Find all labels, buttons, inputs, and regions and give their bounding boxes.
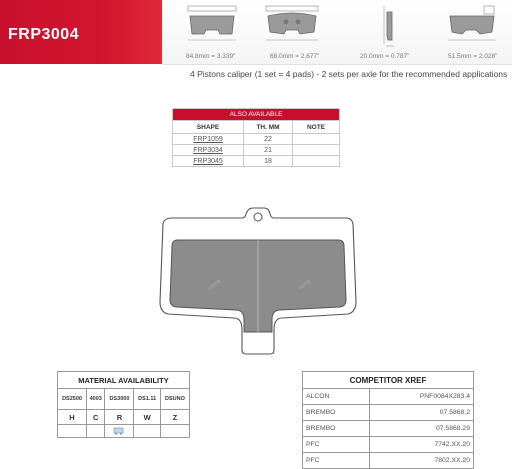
competitor-brand: PFC <box>303 437 370 453</box>
dimension-1: 84.8mm = 3.339" <box>186 53 236 60</box>
part-number: FRP3004 <box>8 26 80 43</box>
table-row <box>303 421 474 437</box>
competitor-xref-title: COMPETITOR XREF <box>303 372 474 389</box>
note-value <box>293 156 340 167</box>
thickness-value: 22 <box>244 134 293 145</box>
pad-side-view-icon <box>378 4 402 48</box>
competitor-ref: PNF0084X283.4 <box>369 389 473 405</box>
table-row <box>303 389 474 405</box>
dimension-3: 20.0mm = 0.787" <box>360 53 410 60</box>
competitor-brand: BREMBO <box>303 421 370 437</box>
material-code: 4003 <box>87 389 105 410</box>
competitor-xref-table <box>302 371 474 469</box>
note-value <box>293 145 340 156</box>
brake-pad-drawing <box>150 200 370 360</box>
also-available-title: ALSO AVAILABLE <box>173 109 340 121</box>
svg-text:racing: racing <box>207 278 222 292</box>
dimension-2: 68.0mm = 2.677" <box>270 53 320 60</box>
table-row <box>303 405 474 421</box>
material-code: DS2500 <box>58 389 87 410</box>
material-code: DS1.11 <box>134 389 160 410</box>
title-banner <box>0 0 162 64</box>
table-row <box>303 453 474 469</box>
material-code: DS3000 <box>105 389 134 410</box>
dimension-4: 51.5mm = 2.028" <box>448 53 498 60</box>
competitor-brand: PFC <box>303 453 370 469</box>
competitor-brand: BREMBO <box>303 405 370 421</box>
cart-icon[interactable] <box>113 426 125 435</box>
pad-front-view-icon <box>184 4 240 44</box>
material-letter: R <box>105 410 134 425</box>
table-row <box>173 145 340 156</box>
col-shape: SHAPE <box>173 121 244 134</box>
material-letter: Z <box>160 410 189 425</box>
competitor-ref: 07.5868.29 <box>369 421 473 437</box>
col-note: NOTE <box>293 121 340 134</box>
competitor-brand: ALCON <box>303 389 370 405</box>
also-available-table <box>172 108 340 167</box>
caliper-note: 4 Pistons caliper (1 set = 4 pads) - 2 sets per axle for the recommended applications <box>190 69 508 79</box>
pad-top-view-icon <box>444 4 500 44</box>
competitor-ref: 07.5868.2 <box>369 405 473 421</box>
table-row <box>303 437 474 453</box>
table-row <box>173 134 340 145</box>
thickness-value: 18 <box>244 156 293 167</box>
note-value <box>293 134 340 145</box>
shape-link[interactable]: FRP1059 <box>193 135 223 143</box>
material-letter: C <box>87 410 105 425</box>
svg-text:racing: racing <box>297 278 312 292</box>
material-availability-table <box>57 371 190 438</box>
material-code: DSUNO <box>160 389 189 410</box>
material-letter: H <box>58 410 87 425</box>
thickness-value: 21 <box>244 145 293 156</box>
material-letter: W <box>134 410 160 425</box>
material-availability-title: MATERIAL AVAILABILITY <box>58 372 190 389</box>
shape-link[interactable]: FRP3034 <box>193 146 223 154</box>
dimension-strip <box>162 0 512 65</box>
pad-back-view-icon <box>262 4 322 44</box>
shape-link[interactable]: FRP3045 <box>193 157 223 165</box>
table-row <box>173 156 340 167</box>
competitor-ref: 7742.XX.20 <box>369 437 473 453</box>
col-thickness: TH. MM <box>244 121 293 134</box>
competitor-ref: 7802.XX.20 <box>369 453 473 469</box>
